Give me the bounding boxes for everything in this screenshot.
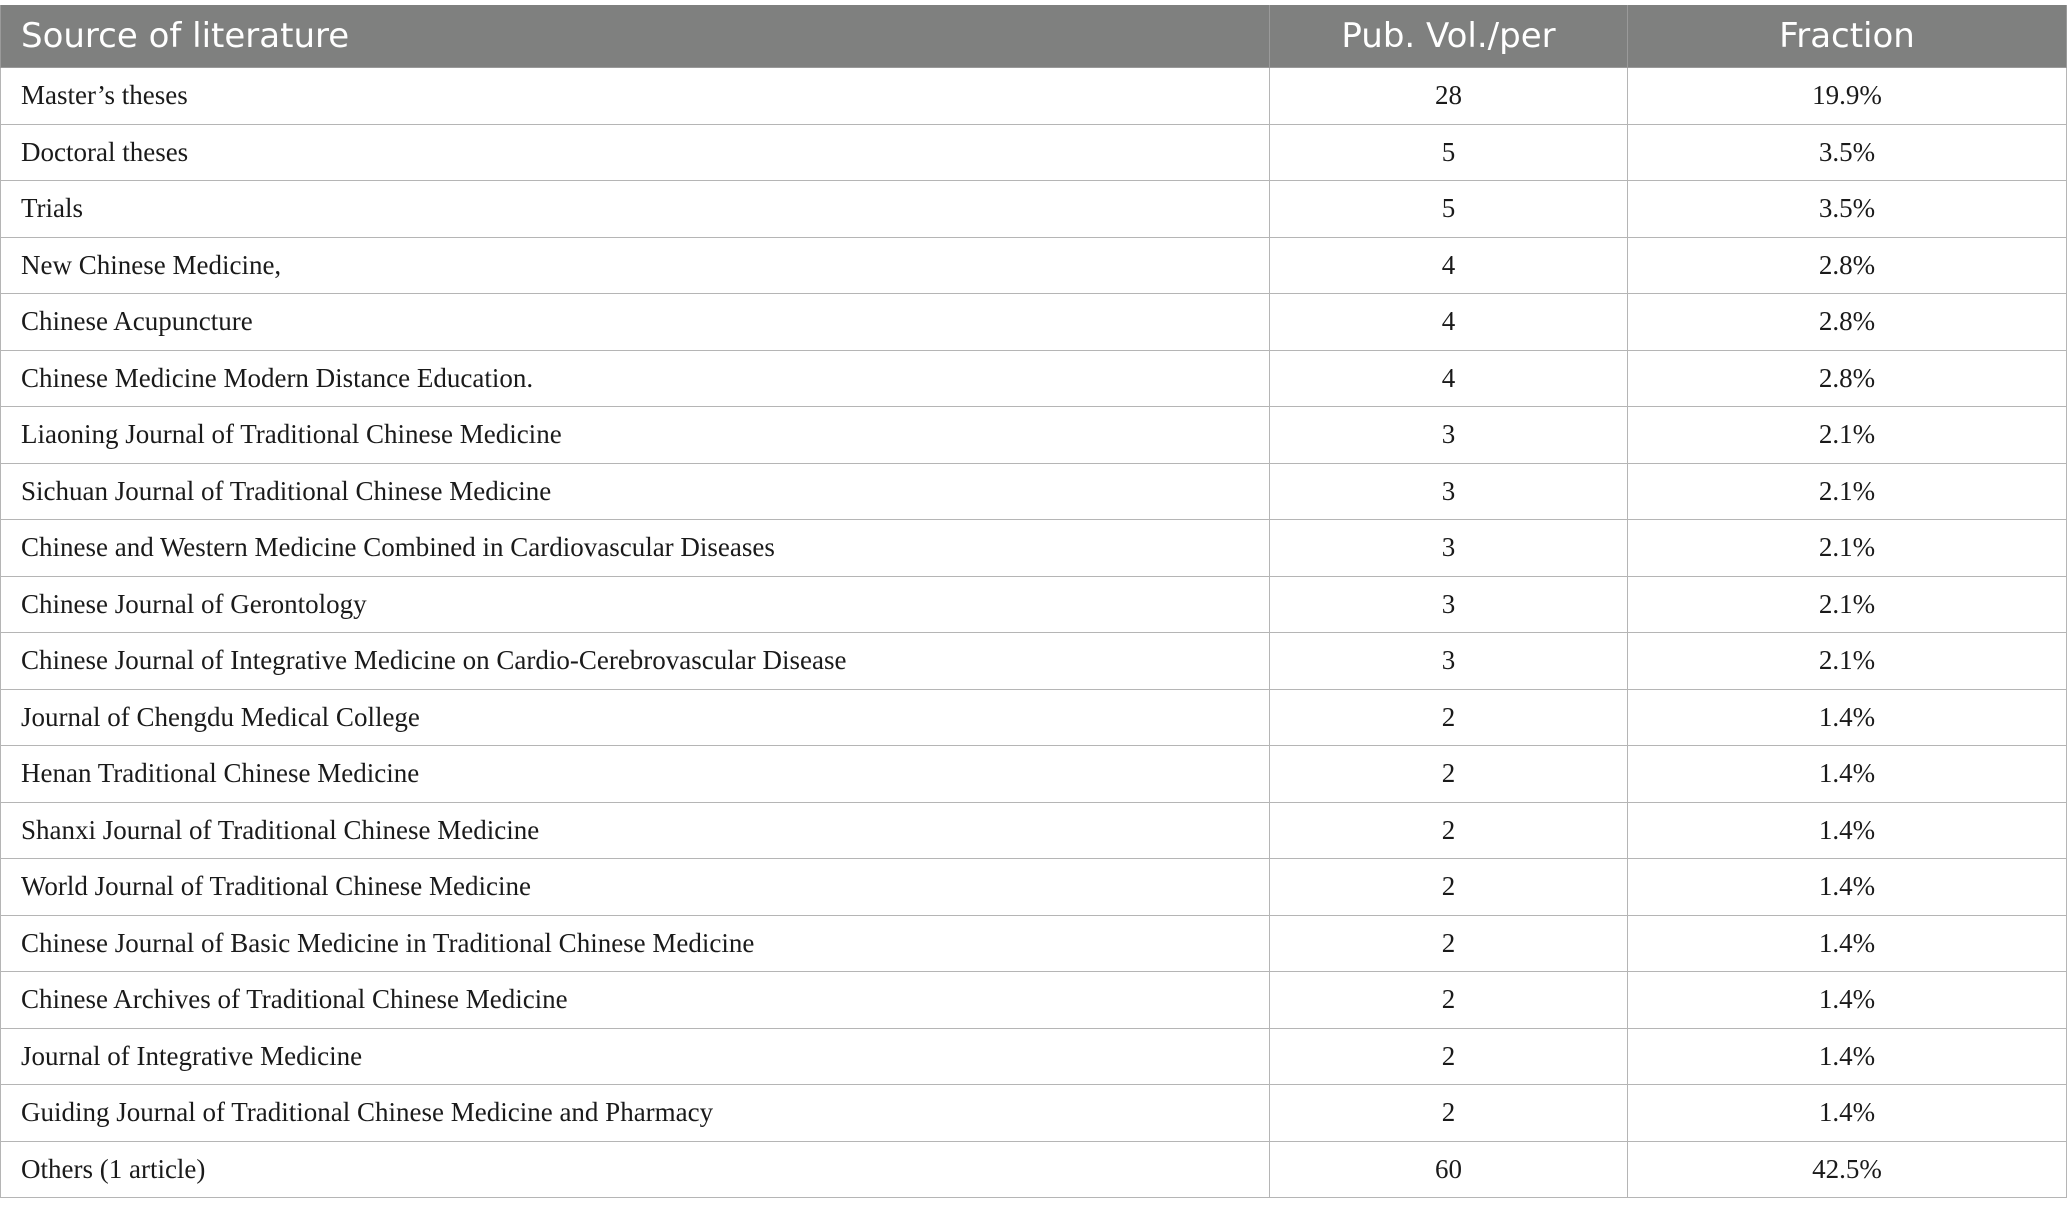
cell-fraction: 2.1% [1628, 407, 2067, 464]
table-row [1, 407, 2067, 464]
cell-source: Guiding Journal of Traditional Chinese Medicine and Pharmacy [1, 1085, 1270, 1142]
header-fraction: Fraction [1628, 5, 2067, 68]
cell-source: Liaoning Journal of Traditional Chinese Medicine [1, 407, 1270, 464]
cell-fraction: 2.8% [1628, 237, 2067, 294]
table-row [1, 1028, 2067, 1085]
table-row [1, 237, 2067, 294]
table-row [1, 68, 2067, 125]
table-row [1, 1141, 2067, 1198]
cell-source: World Journal of Traditional Chinese Medicine [1, 859, 1270, 916]
cell-fraction: 19.9% [1628, 68, 2067, 125]
table-row [1, 181, 2067, 238]
cell-fraction: 2.1% [1628, 633, 2067, 690]
literature-source-table [0, 5, 2067, 1198]
table-row [1, 520, 2067, 577]
cell-source: New Chinese Medicine, [1, 237, 1270, 294]
cell-fraction: 1.4% [1628, 746, 2067, 803]
cell-fraction: 3.5% [1628, 124, 2067, 181]
cell-source: Trials [1, 181, 1270, 238]
cell-pub-vol: 2 [1270, 859, 1628, 916]
cell-pub-vol: 2 [1270, 915, 1628, 972]
cell-source: Others (1 article) [1, 1141, 1270, 1198]
table-row [1, 463, 2067, 520]
cell-source: Chinese Journal of Basic Medicine in Traditional Chinese Medicine [1, 915, 1270, 972]
cell-source: Master’s theses [1, 68, 1270, 125]
cell-pub-vol: 2 [1270, 746, 1628, 803]
cell-pub-vol: 28 [1270, 68, 1628, 125]
literature-source-table-container [0, 5, 2067, 1198]
table-row [1, 1085, 2067, 1142]
cell-pub-vol: 60 [1270, 1141, 1628, 1198]
table-row [1, 124, 2067, 181]
table-row [1, 746, 2067, 803]
cell-pub-vol: 2 [1270, 972, 1628, 1029]
cell-fraction: 2.1% [1628, 520, 2067, 577]
cell-fraction: 1.4% [1628, 1028, 2067, 1085]
cell-source: Chinese Journal of Gerontology [1, 576, 1270, 633]
cell-source: Chinese Archives of Traditional Chinese Medicine [1, 972, 1270, 1029]
table-header [1, 5, 2067, 68]
cell-pub-vol: 3 [1270, 463, 1628, 520]
cell-fraction: 1.4% [1628, 802, 2067, 859]
table-body [1, 68, 2067, 1198]
cell-pub-vol: 2 [1270, 802, 1628, 859]
cell-fraction: 2.1% [1628, 463, 2067, 520]
cell-pub-vol: 3 [1270, 407, 1628, 464]
cell-fraction: 3.5% [1628, 181, 2067, 238]
cell-pub-vol: 4 [1270, 294, 1628, 351]
cell-source: Chinese Medicine Modern Distance Education. [1, 350, 1270, 407]
cell-fraction: 2.1% [1628, 576, 2067, 633]
cell-fraction: 1.4% [1628, 1085, 2067, 1142]
cell-source: Chinese and Western Medicine Combined in Cardiovascular Diseases [1, 520, 1270, 577]
cell-source: Shanxi Journal of Traditional Chinese Medicine [1, 802, 1270, 859]
cell-fraction: 1.4% [1628, 915, 2067, 972]
cell-source: Sichuan Journal of Traditional Chinese Medicine [1, 463, 1270, 520]
cell-source: Chinese Journal of Integrative Medicine on Cardio-Cerebrovascular Disease [1, 633, 1270, 690]
table-row [1, 294, 2067, 351]
cell-source: Doctoral theses [1, 124, 1270, 181]
cell-source: Henan Traditional Chinese Medicine [1, 746, 1270, 803]
table-row [1, 802, 2067, 859]
cell-pub-vol: 4 [1270, 237, 1628, 294]
header-pub-vol-per: Pub. Vol./per [1270, 5, 1628, 68]
cell-pub-vol: 3 [1270, 576, 1628, 633]
cell-fraction: 1.4% [1628, 689, 2067, 746]
table-row [1, 972, 2067, 1029]
cell-pub-vol: 5 [1270, 124, 1628, 181]
table-row [1, 915, 2067, 972]
cell-fraction: 42.5% [1628, 1141, 2067, 1198]
table-row [1, 633, 2067, 690]
cell-pub-vol: 2 [1270, 1085, 1628, 1142]
cell-pub-vol: 4 [1270, 350, 1628, 407]
cell-pub-vol: 5 [1270, 181, 1628, 238]
cell-fraction: 1.4% [1628, 972, 2067, 1029]
cell-pub-vol: 2 [1270, 1028, 1628, 1085]
cell-fraction: 2.8% [1628, 294, 2067, 351]
header-source-of-literature: Source of literature [1, 5, 1270, 68]
cell-fraction: 2.8% [1628, 350, 2067, 407]
table-row [1, 576, 2067, 633]
cell-source: Journal of Chengdu Medical College [1, 689, 1270, 746]
cell-pub-vol: 2 [1270, 689, 1628, 746]
table-row [1, 689, 2067, 746]
cell-source: Chinese Acupuncture [1, 294, 1270, 351]
cell-pub-vol: 3 [1270, 520, 1628, 577]
table-row [1, 859, 2067, 916]
cell-fraction: 1.4% [1628, 859, 2067, 916]
table-row [1, 350, 2067, 407]
header-row [1, 5, 2067, 68]
cell-pub-vol: 3 [1270, 633, 1628, 690]
cell-source: Journal of Integrative Medicine [1, 1028, 1270, 1085]
